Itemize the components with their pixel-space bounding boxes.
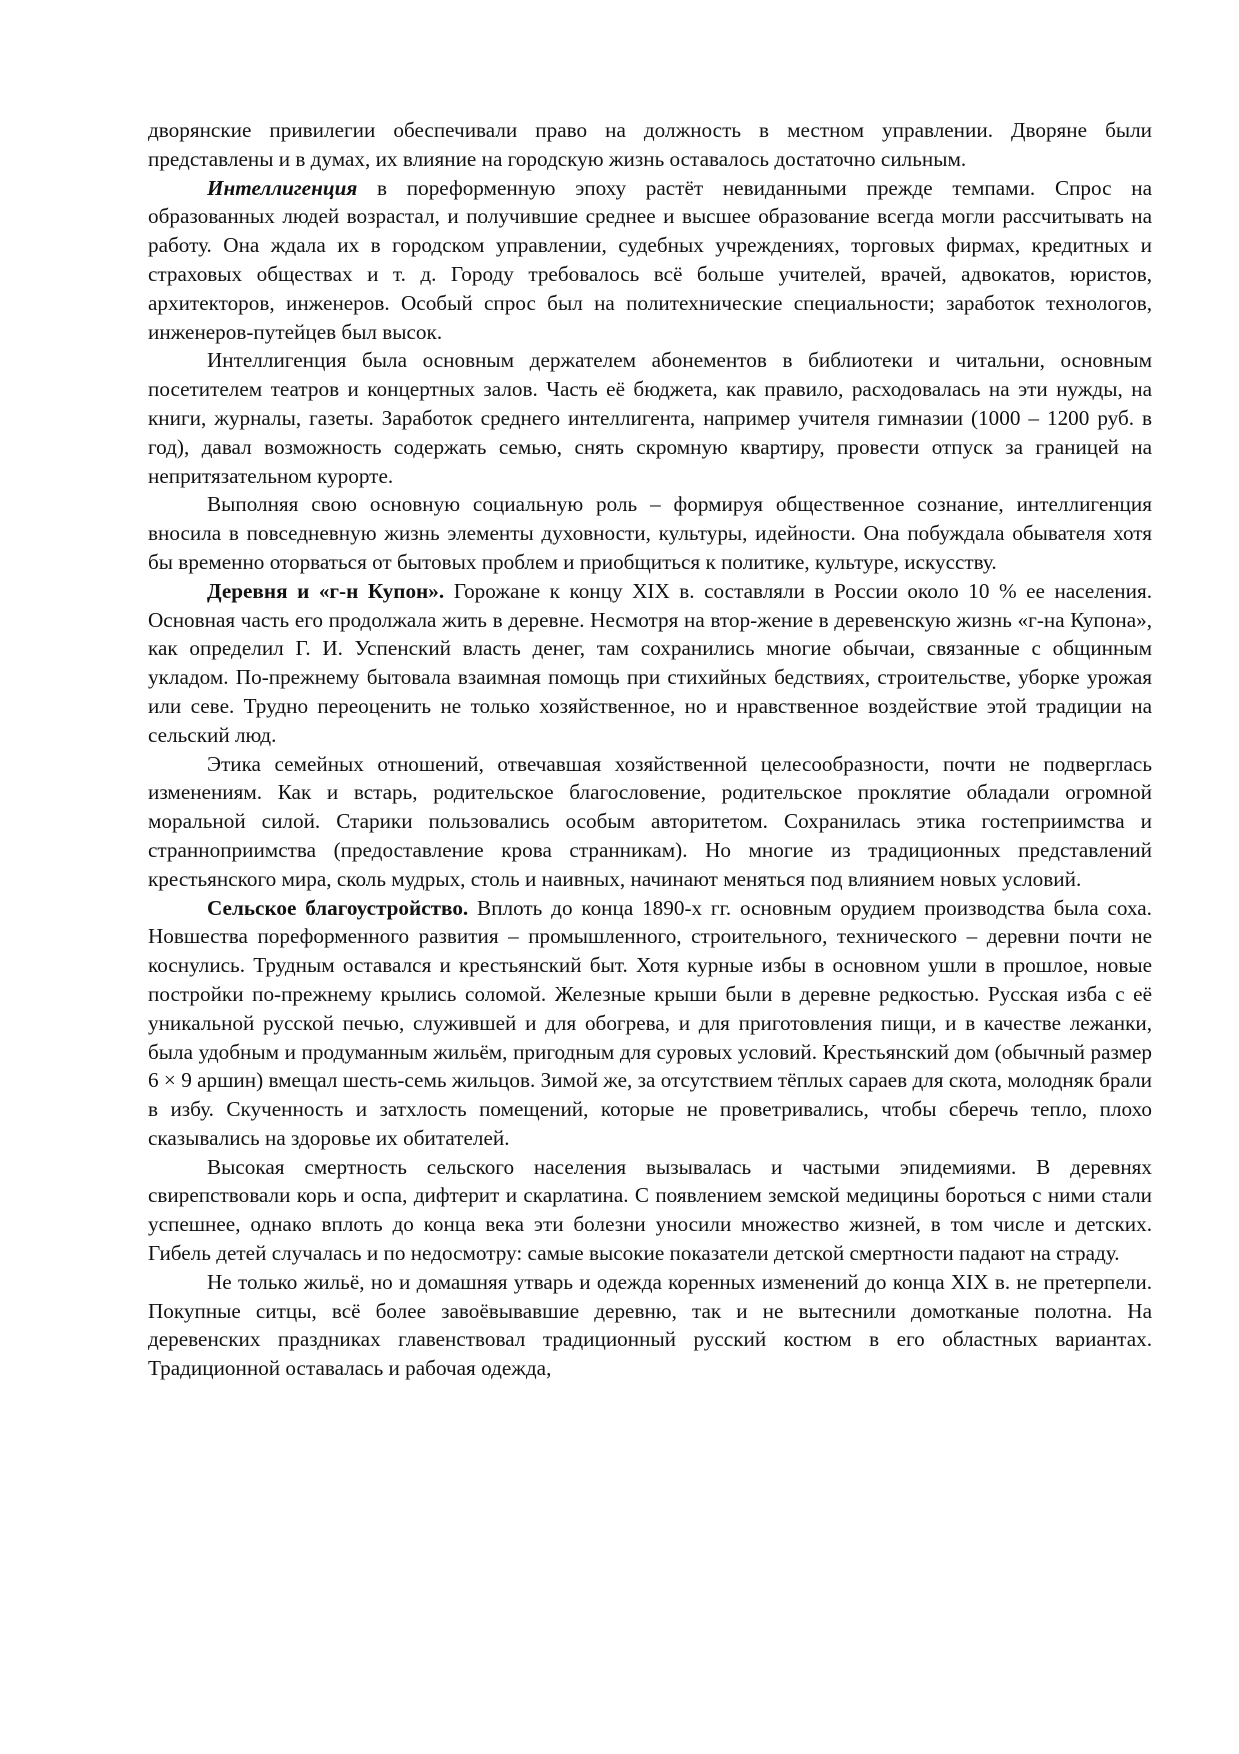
paragraph-text: дворянские привилегии обеспечивали право на должность в местном управлении. Дворяне были представлены и в думах, их влияние на городскую жизнь оставалось достаточно сильным. bbox=[148, 118, 1152, 171]
paragraph-nobility-continuation bbox=[148, 116, 1152, 174]
paragraph-text: Не только жильё, но и домашняя утварь и одежда коренных изменений до конца XIX в. не претерпели. Покупные ситцы, всё более завоёвывавшие деревню, так и не вытеснили домотканые полотна. На деревенских праздниках главенствовал традиционный русский костюм в его областных вариантах. Традиционной оставалась и рабочая одежда, bbox=[148, 1269, 1152, 1381]
paragraph-clothing bbox=[148, 1268, 1152, 1383]
paragraph-intelligentsia bbox=[148, 174, 1152, 347]
paragraph-text: Этика семейных отношений, отвечавшая хозяйственной целесообразности, почти не подверглась изменениям. Как и встарь, родительское благословение, родительское проклятие обладали огромной моральной силой. Старики пользовались особым авторитетом. Сохранилась этика гостеприимства и странноприимства (предоставление крова странникам). Но многие из традиционных представлений крестьянского мира, сколь мудрых, столь и наивных, начинают меняться под влиянием новых условий. bbox=[148, 751, 1152, 891]
paragraph-intelligentsia-role bbox=[148, 490, 1152, 576]
paragraph-text: в пореформенную эпоху растёт невиданными прежде темпами. Спрос на образованных людей возрастал, и получившие среднее и высшее образование всегда могли рассчитывать на работу. Она ждала их в городском управлении, судебных учреждениях, торговых фирмах, кредитных и страховых обществах и т. д. Городу требовалось всё больше учителей, врачей, адвокатов, юристов, архитекторов, инженеров. Особый спрос был на политехнические специальности; заработок технологов, инженеров-путейцев был высок. bbox=[148, 175, 1152, 344]
paragraph-intelligentsia-culture bbox=[148, 346, 1152, 490]
paragraph-text: Горожане к концу XIX в. составляли в России около 10 % ее населения. Основная часть его продолжала жить в деревне. Несмотря на втор-жение в деревенскую жизнь «г-на Купона», как определил Г. И. Успенский власть денег, там сохранились многие обычаи, связанные с общинным укладом. По-прежнему бытовала взаимная помощь при стихийных бедствиях, строительстве, уборке урожая или севе. Трудно переоценить не только хозяйственное, но и нравственное воздействие этой традиции на сельский люд. bbox=[148, 578, 1153, 747]
paragraph-rural-improvement bbox=[148, 894, 1152, 1153]
section-heading-rural-improvement: Сельское благоустройство. bbox=[207, 895, 469, 920]
paragraph-text: Высокая смертность сельского населения вызывалась и частыми эпидемиями. В деревнях свирепствовали корь и оспа, дифтерит и скарлатина. С появлением земской медицины бороться с ними стали успешнее, однако вплоть до конца века эти болезни уносили множество жизней, в том числе и детских. Гибель детей случалась и по недосмотру: самые высокие показатели детской смертности падают на страду. bbox=[148, 1154, 1152, 1266]
paragraph-text: Вплоть до конца 1890-х гг. основным орудием производства была соха. Новшества пореформенного развития – промышленного, строительного, технического – деревни почти не коснулись. Трудным оставался и крестьянский быт. Хотя курные избы в основном ушли в прошлое, новые постройки по-прежнему крылись соломой. Железные крыши были в деревне редкостью. Русская изба с её уникальной русской печью, служившей и для обогрева, и для приготовления пищи, и в качестве лежанки, была удобным и продуманным жильём, пригодным для суровых условий. Крестьянский дом (обычный размер 6 × 9 аршин) вмещал шесть-семь жильцов. Зимой же, за отсутствием тёплых сараев для скота, молодняк брали в избу. Скученность и затхлость помещений, которые не проветривались, чтобы сберечь тепло, плохо сказывались на здоровье их обитателей. bbox=[148, 895, 1152, 1150]
paragraph-mortality bbox=[148, 1153, 1152, 1268]
paragraph-family-ethics bbox=[148, 750, 1152, 894]
section-heading-village: Деревня и «г-н Купон». bbox=[207, 578, 445, 603]
paragraph-text: Интеллигенция была основным держателем абонементов в библиотеки и читальни, основным посетителем театров и концертных залов. Часть её бюджета, как правило, расходовалась на эти нужды, на книги, журналы, газеты. Заработок среднего интеллигента, например учителя гимназии (1000 – 1200 руб. в год), давал возможность содержать семью, снять скромную квартиру, провести отпуск за границей на непритязательном курорте. bbox=[148, 348, 1152, 488]
section-heading-intelligentsia: Интеллигенция bbox=[207, 175, 358, 200]
paragraph-village bbox=[148, 577, 1152, 750]
paragraph-text: Выполняя свою основную социальную роль – формируя общественное сознание, интеллигенция вносила в повседневную жизнь элементы духовности, культуры, идейности. Она побуждала обывателя хотя бы временно оторваться от бытовых проблем и приобщиться к политике, культуре, искусству. bbox=[148, 492, 1152, 574]
document-page bbox=[148, 116, 1152, 1383]
